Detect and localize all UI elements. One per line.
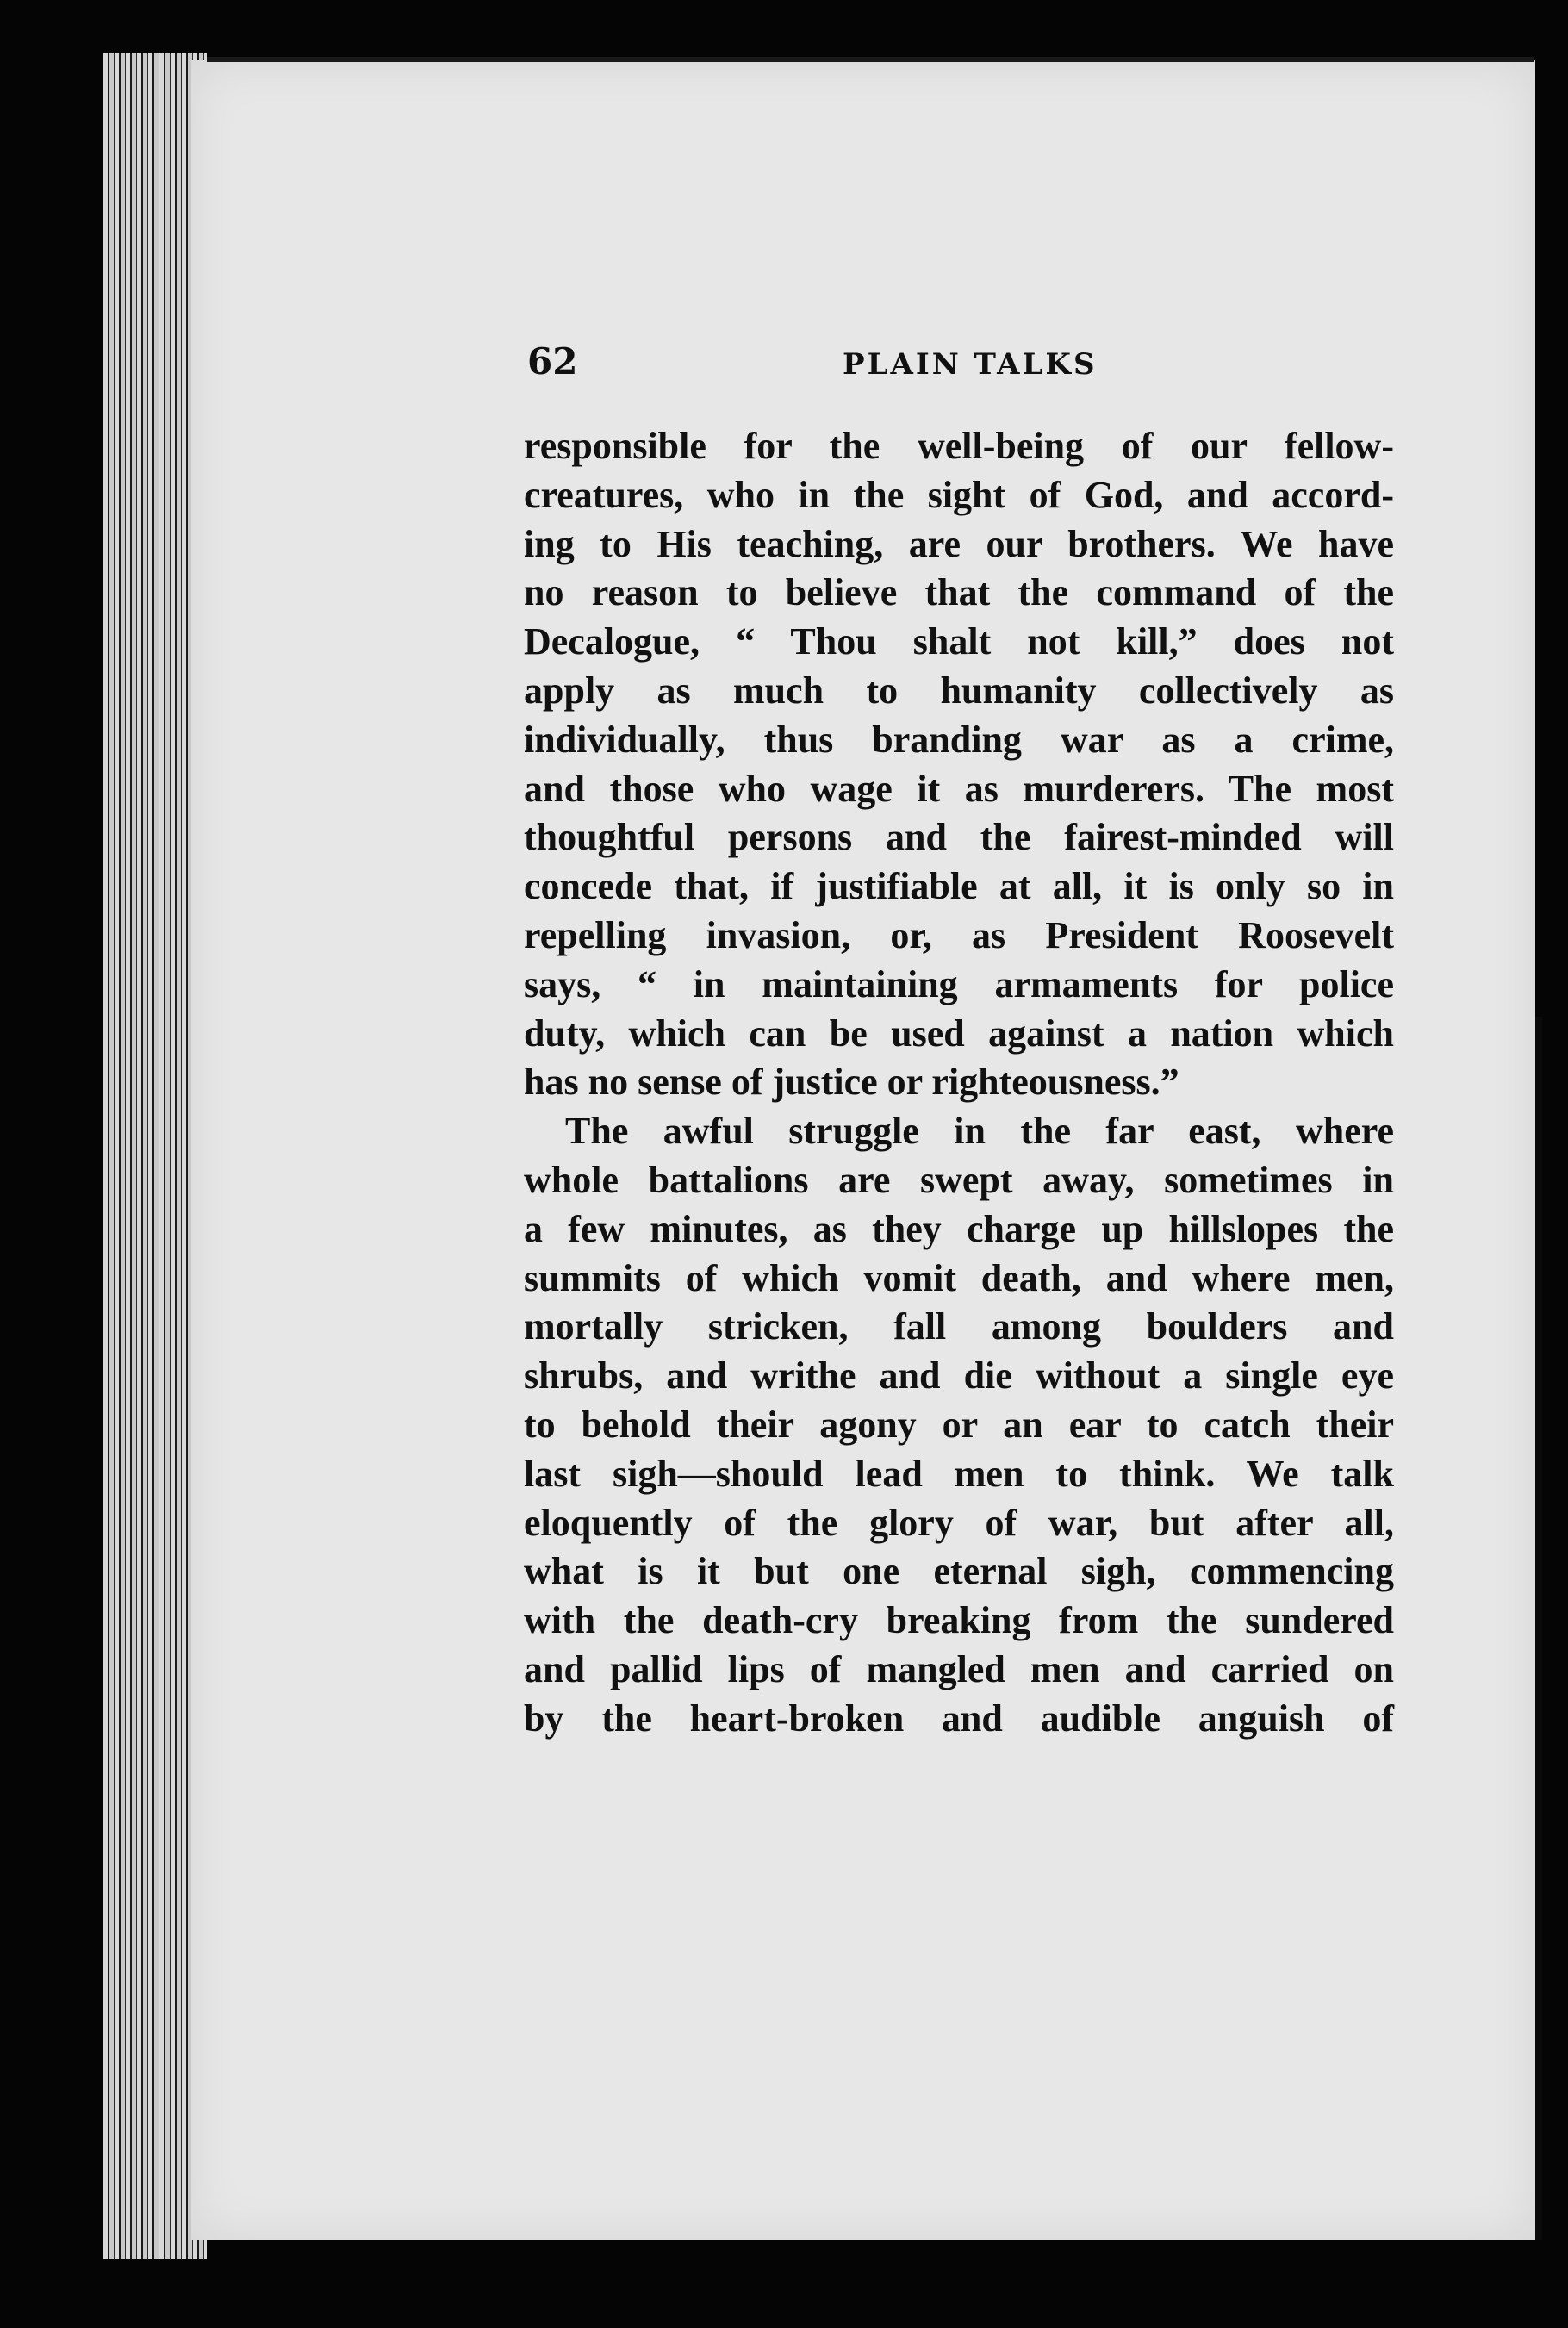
text-line: shrubs, and writhe and die without a single eye <box>524 1354 1394 1397</box>
body-text <box>524 422 1394 1744</box>
text-line: has no sense of justice or righteousness.” <box>524 1061 1179 1104</box>
paragraph <box>524 422 1394 1107</box>
text-line: with the death-cry breaking from the sundered <box>524 1599 1394 1642</box>
text-line: summits of which vomit death, and where men, <box>524 1256 1394 1299</box>
text-line: says, “ in maintaining armaments for police <box>524 962 1394 1005</box>
text-line: ing to His teaching, are our brothers. We have <box>524 522 1394 565</box>
page-top-edge <box>207 57 1534 62</box>
text-line: what is it but one eternal sigh, commencing <box>524 1550 1394 1593</box>
running-head-title: PLAIN TALKS <box>843 347 1098 382</box>
text-line: Decalogue, “ Thou shalt not kill,” does not <box>524 620 1394 663</box>
text-line: by the heart-broken and audible anguish of <box>524 1696 1394 1740</box>
text-line: eloquently of the glory of war, but after all, <box>524 1501 1394 1544</box>
text-line: mortally stricken, fall among boulders and <box>524 1305 1394 1348</box>
text-line: and those who wage it as murderers. The most <box>524 767 1394 810</box>
text-line: last sigh—should lead men to think. We talk <box>524 1452 1394 1495</box>
text-line: concede that, if justifiable at all, it is only so in <box>524 865 1394 908</box>
paragraph <box>524 1107 1394 1743</box>
text-line: responsible for the well-being of our fellow- <box>524 425 1394 467</box>
text-line: apply as much to humanity collectively as <box>524 669 1394 712</box>
text-line: and pallid lips of mangled men and carried on <box>524 1647 1394 1690</box>
text-line: The awful struggle in the far east, where <box>565 1110 1394 1153</box>
text-line: duty, which can be used against a nation which <box>524 1011 1394 1055</box>
page-number: 62 <box>527 340 578 383</box>
text-line: thoughtful persons and the fairest-minded will <box>524 816 1394 859</box>
text-line: whole battalions are swept away, sometimes in <box>524 1158 1394 1201</box>
text-line: individually, thus branding war as a crime, <box>524 718 1394 761</box>
text-line: to behold their agony or an ear to catch their <box>524 1403 1394 1446</box>
text-line: creatures, who in the sight of God, and accord- <box>524 473 1394 516</box>
running-head <box>527 340 1406 392</box>
page-right-edge <box>1535 1017 1542 2240</box>
text-line: no reason to believe that the command of the <box>524 571 1394 614</box>
text-line: a few minutes, as they charge up hillslopes the <box>524 1207 1394 1250</box>
text-line: repelling invasion, or, as President Roosevelt <box>524 913 1394 956</box>
